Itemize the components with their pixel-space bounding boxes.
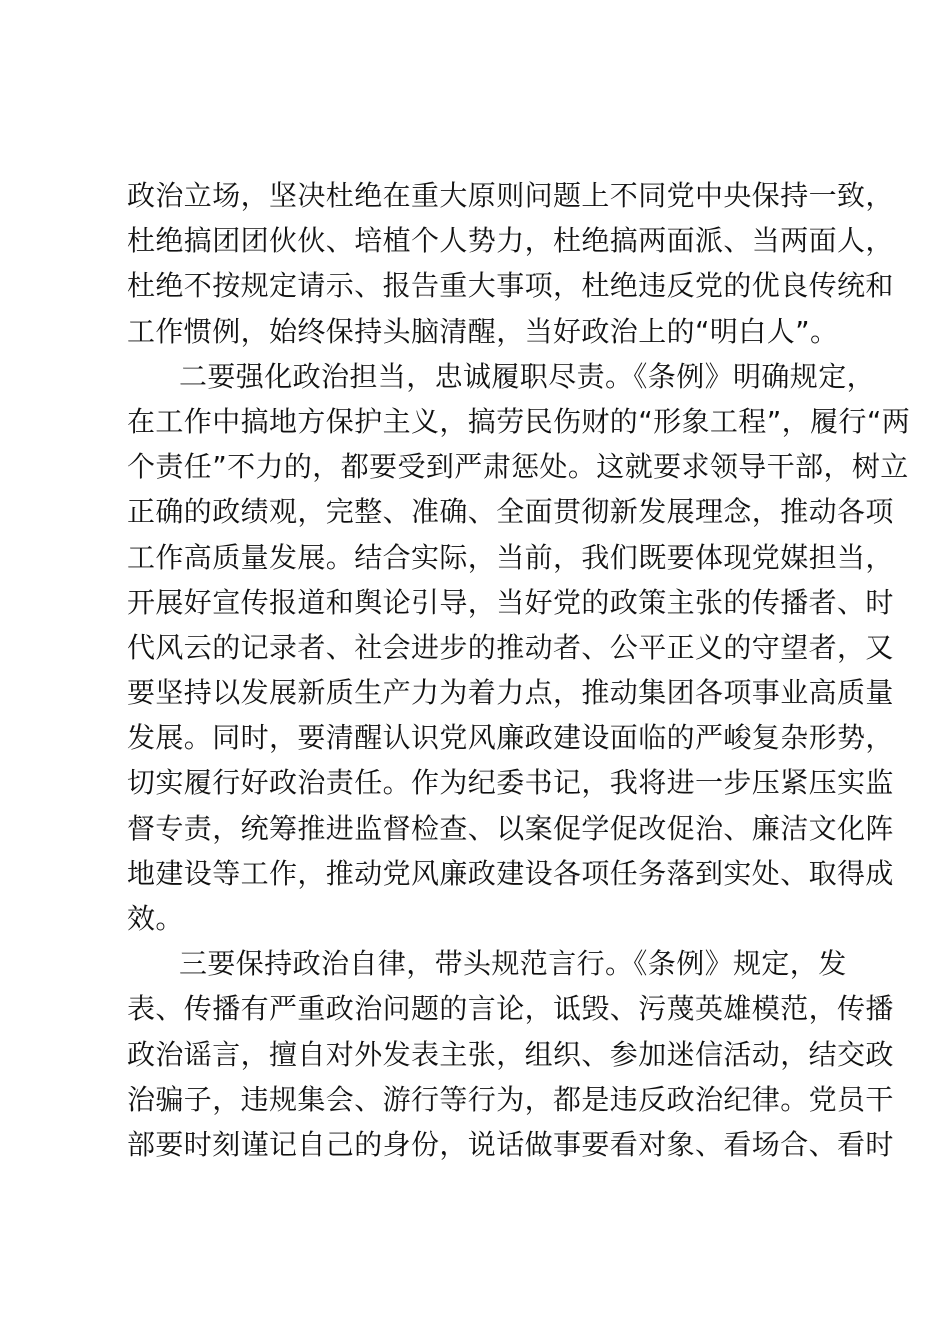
text-line: 在工作中搞地方保护主义，搞劳民伤财的“形象工程”，履行“两 bbox=[127, 404, 911, 438]
text-line: 政治谣言，擅自对外发表主张，组织、参加迷信活动，结交政 bbox=[127, 1037, 894, 1071]
text-line: 发展。同时，要清醒认识党风廉政建设面临的严峻复杂形势， bbox=[127, 721, 894, 755]
text-line: 表、传播有严重政治问题的言论，诋毁、污蔑英雄模范，传播 bbox=[127, 992, 894, 1026]
paragraph-start-line: 二要强化政治担当，忠诚履职尽责。《条例》明确规定， bbox=[179, 359, 876, 393]
text-line: 正确的政绩观，完整、准确、全面贯彻新发展理念，推动各项 bbox=[127, 495, 894, 529]
text-line: 效。 bbox=[127, 902, 184, 935]
text-line: 工作高质量发展。结合实际，当前，我们既要体现党媒担当， bbox=[127, 540, 894, 574]
text-line: 督专责，统筹推进监督检查、以案促学促改促治、廉洁文化阵 bbox=[127, 811, 894, 845]
paragraph-start-line: 三要保持政治自律，带头规范言行。《条例》规定，发 bbox=[179, 947, 847, 981]
text-line: 杜绝搞团团伙伙、培植个人势力，杜绝搞两面派、当两面人， bbox=[127, 224, 894, 258]
body-text bbox=[127, 173, 911, 1167]
text-line: 部要时刻谨记自己的身份，说话做事要看对象、看场合、看时 bbox=[127, 1127, 894, 1161]
text-line: 工作惯例，始终保持头脑清醒，当好政治上的“明白人”。 bbox=[127, 314, 839, 348]
text-line: 要坚持以发展新质生产力为着力点，推动集团各项事业高质量 bbox=[127, 676, 894, 710]
text-line: 个责任”不力的，都要受到严肃惩处。这就要求领导干部，树立 bbox=[127, 450, 909, 484]
text-line: 切实履行好政治责任。作为纪委书记，我将进一步压紧压实监 bbox=[127, 766, 894, 800]
text-line: 代风云的记录者、社会进步的推动者、公平正义的守望者，又 bbox=[127, 630, 894, 664]
text-line: 治骗子，违规集会、游行等行为，都是违反政治纪律。党员干 bbox=[127, 1082, 894, 1116]
text-line: 杜绝不按规定请示、报告重大事项，杜绝违反党的优良传统和 bbox=[127, 269, 894, 303]
text-line: 开展好宣传报道和舆论引导，当好党的政策主张的传播者、时 bbox=[127, 585, 894, 619]
text-line: 地建设等工作，推动党风廉政建设各项任务落到实处、取得成 bbox=[127, 856, 894, 890]
text-line: 政治立场，坚决杜绝在重大原则问题上不同党中央保持一致， bbox=[127, 179, 894, 212]
